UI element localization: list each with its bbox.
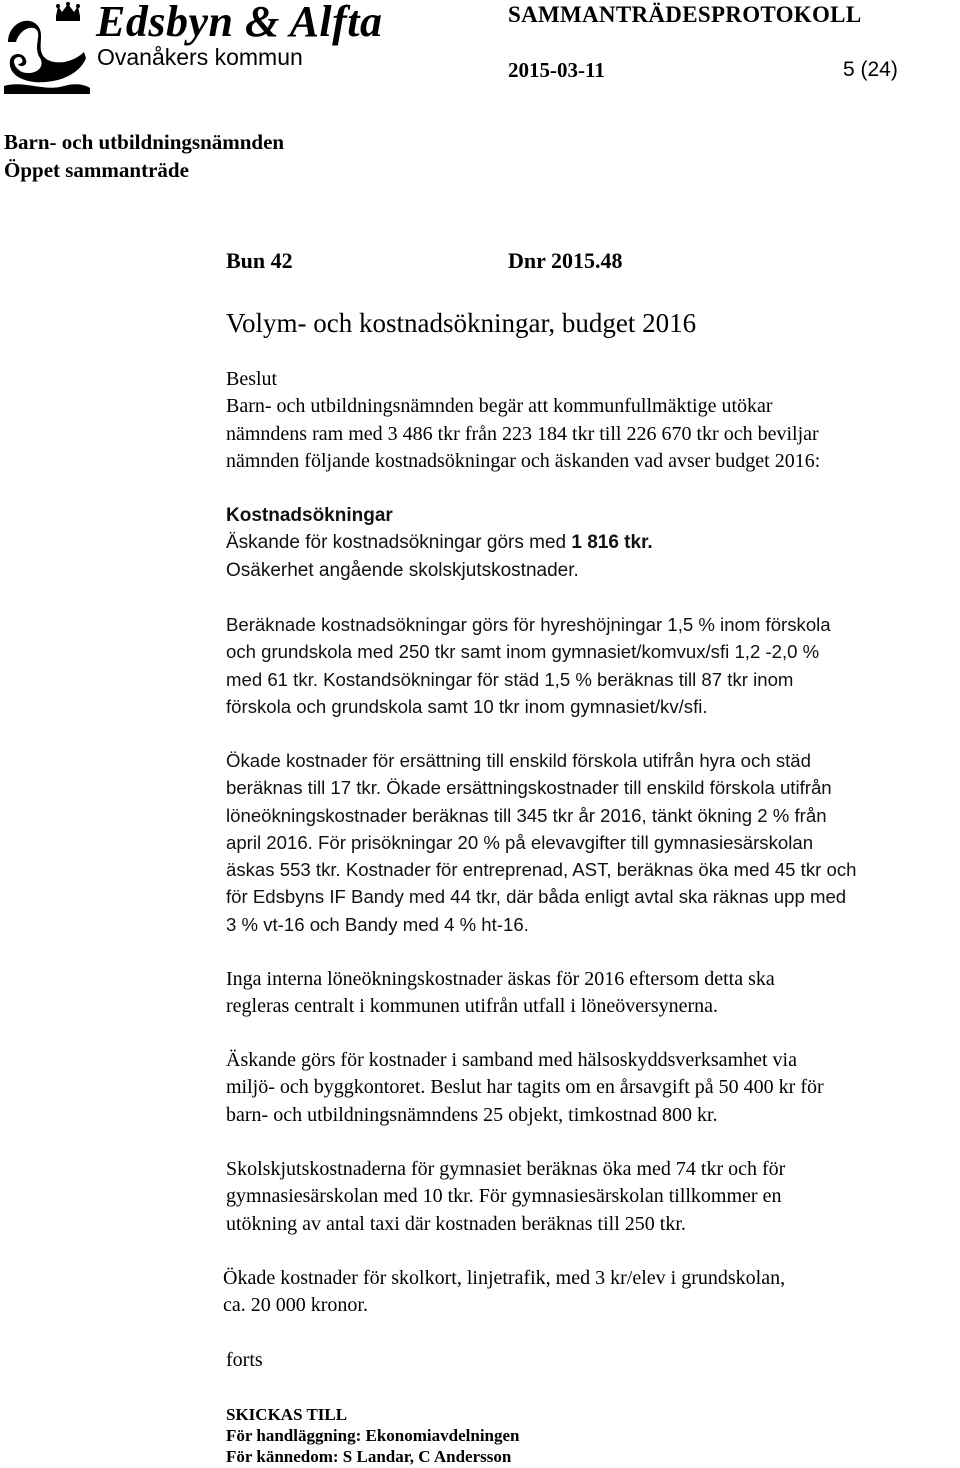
paragraph-line: Skolskjutskostnaderna för gymnasiet beräknas öka med 74 tkr och för — [226, 1158, 786, 1180]
paragraph — [226, 1156, 960, 1238]
kostnad-line: Osäkerhet angående skolskjutskostnader. — [226, 559, 579, 581]
footer-handlaggning: För handläggning: Ekonomiavdelningen — [226, 1426, 520, 1445]
paragraph — [226, 966, 960, 1021]
kostnad-section — [226, 502, 960, 584]
paragraph — [226, 747, 960, 938]
paragraph-line: 3 % vt-16 och Bandy med 4 % ht-16. — [226, 913, 529, 935]
paragraph-line: april 2016. För prisökningar 20 % på elevavgifter till gymnasiesärskolan — [226, 831, 814, 853]
paragraph — [223, 1265, 957, 1320]
crown-swan-emblem-icon — [4, 2, 90, 94]
paragraph-line: förskola och grundskola samt 10 tkr inom gymnasiet/kv/sfi. — [226, 695, 708, 717]
paragraph-line: för Edsbyns IF Bandy med 44 tkr, där båda enligt avtal ska räknas upp med — [226, 886, 847, 908]
beslut-line: nämnden följande kostnadsökningar och äskanden vad avser budget 2016: — [226, 449, 821, 472]
paragraph-line: utökning av antal taxi där kostnaden beräknas till 250 tkr. — [226, 1212, 686, 1235]
document-date: 2015-03-11 — [508, 58, 605, 82]
beslut-section — [226, 366, 960, 475]
board-name: Barn- och utbildningsnämnden — [4, 130, 285, 154]
kostnad-amount: 1 816 tkr. — [571, 532, 653, 554]
paragraph-line: barn- och utbildningsnämndens 25 objekt, timkostnad 800 kr. — [226, 1103, 718, 1126]
paragraph-line: gymnasiesärskolan med 10 tkr. För gymnasiesärskolan tillkommer en — [226, 1185, 782, 1208]
paragraph — [226, 611, 960, 720]
paragraph — [226, 1047, 960, 1129]
kostnad-line — [226, 529, 960, 556]
paragraph-line: beräknas till 17 tkr. Ökade ersättningskostnader till enskild förskola utifrån — [226, 777, 832, 799]
beslut-line: nämndens ram med 3 486 tkr från 223 184 tkr till 226 670 tkr och beviljar — [226, 422, 819, 445]
session-type: Öppet sammanträde — [4, 158, 189, 182]
case-dnr: Dnr 2015.48 — [508, 248, 623, 273]
paragraph-line: med 61 tkr. Kostandsökningar för städ 1,5 % beräknas till 87 tkr inom — [226, 668, 794, 690]
paragraph-line: Ökade kostnader för ersättning till enskild förskola utifrån hyra och städ — [226, 750, 811, 771]
paragraph-line: Beräknade kostnadsökningar görs för hyreshöjningar 1,5 % inom förskola — [226, 614, 831, 635]
kostnad-line-text: Äskande för kostnadsökningar görs med — [226, 532, 572, 554]
paragraph-line: Ökade kostnader för skolkort, linjetrafik, med 3 kr/elev i grundskolan, — [223, 1267, 786, 1289]
municipality-logo — [4, 0, 383, 94]
footer-kannedom: För kännedom: S Landar, C Andersson — [226, 1447, 512, 1466]
logo-name: Edsbyn & Alfta — [96, 0, 383, 46]
paragraph-line: Äskande görs för kostnader i samband med hälsoskyddsverksamhet via — [226, 1049, 797, 1071]
beslut-heading: Beslut — [226, 368, 278, 390]
page-number: 5 (24) — [843, 58, 898, 81]
logo-subtitle: Ovanåkers kommun — [97, 44, 303, 70]
paragraph-line: miljö- och byggkontoret. Beslut har tagits om en årsavgift på 50 400 kr för — [226, 1076, 824, 1099]
continued-marker — [226, 1347, 960, 1374]
paragraph-line: ca. 20 000 kronor. — [223, 1294, 368, 1317]
beslut-line: Barn- och utbildningsnämnden begär att kommunfullmäktige utökar — [226, 395, 773, 418]
forts-label: forts — [226, 1349, 263, 1371]
paragraph-line: äskas 553 tkr. Kostnader för entreprenad, AST, beräknas öka med 45 tkr och — [226, 859, 857, 881]
paragraph-line: Inga interna löneökningskostnader äskas för 2016 eftersom detta ska — [226, 968, 775, 990]
kostnad-heading: Kostnadsökningar — [226, 505, 393, 526]
paragraph-line: löneökningskostnader beräknas till 345 tkr år 2016, tänkt ökning 2 % från — [226, 804, 827, 826]
paragraph-line: och grundskola med 250 tkr samt inom gymnasiet/komvux/sfi 1,2 -2,0 % — [226, 641, 820, 663]
footer-skickas-till: SKICKAS TILL — [226, 1405, 348, 1424]
document-type: SAMMANTRÄDESPROTOKOLL — [508, 2, 862, 27]
case-paragraph-id: Bun 42 — [226, 248, 293, 273]
page-title: Volym- och kostnadsökningar, budget 2016 — [226, 308, 697, 338]
paragraph-line: regleras centralt i kommunen utifrån utfall i löneöversynerna. — [226, 995, 719, 1018]
